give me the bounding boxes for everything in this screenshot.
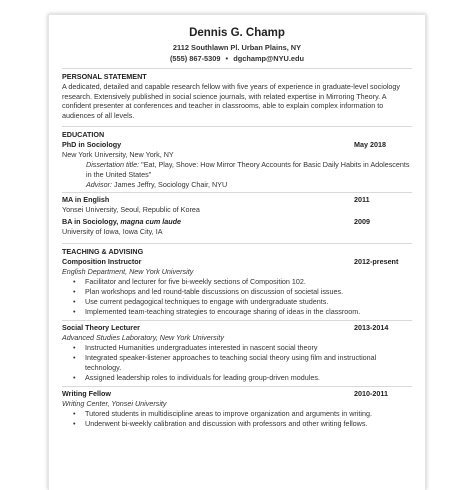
section-heading-education: EDUCATION (62, 129, 105, 139)
section-heading-teaching: TEACHING & ADVISING (62, 246, 144, 256)
degree-ba (62, 217, 181, 227)
job-writing-fellow (62, 389, 412, 429)
dissertation-line (62, 160, 412, 180)
resume-email: dgchamp@NYU.edu (233, 53, 305, 63)
date-ma: 2011 (354, 194, 370, 204)
list-item: • Instructed Humanities undergraduates interested in nascent social theory (73, 343, 412, 353)
job-date: 2010-2011 (354, 388, 388, 398)
list-item: • Integrated speaker-listener approaches to teaching social theory using film and instructional technology. (73, 353, 412, 373)
school-ma: Yonsei University, Seoul, Republic of Korea (62, 204, 200, 214)
resume-phone: (555) 867-5309 (169, 53, 221, 63)
job-org: English Department, New York University (62, 266, 194, 276)
job-title-row (62, 257, 412, 267)
education-ma-row (62, 195, 412, 205)
job-org: Advanced Studies Laboratory, New York University (62, 332, 224, 342)
advisor-line (62, 180, 412, 190)
job-title-row (62, 323, 412, 333)
job-title: Writing Fellow (62, 388, 111, 398)
date-phd: May 2018 (354, 139, 386, 149)
job-title: Composition Instructor (62, 256, 142, 266)
job-org: Writing Center, Yonsei University (62, 398, 167, 408)
job-social-theory-lecturer (62, 323, 412, 383)
job-bullets (62, 409, 412, 429)
separator-dot: • (225, 53, 229, 63)
header-rule (62, 68, 412, 69)
dissertation-label: Dissertation title: (86, 159, 140, 169)
resume-document (62, 26, 412, 429)
job-title: Social Theory Lecturer (62, 322, 140, 332)
advisor-label: Advisor: (86, 179, 112, 189)
resume-address: 2112 Southlawn Pl. Urban Plains, NY (172, 43, 302, 52)
date-ba: 2009 (354, 216, 370, 226)
degree-phd: PhD in Sociology (62, 139, 122, 149)
job-bullets (62, 343, 412, 383)
degree-ma: MA in English (62, 194, 110, 204)
advisor-name: James Jeffry, Sociology Chair, NYU (113, 179, 228, 189)
statement-rule (62, 126, 412, 127)
list-item: • Underwent bi-weekly calibration and discussion with professors and other writing fellows. (73, 419, 412, 429)
list-item: • Assigned leadership roles to individuals for leading group-driven modules. (73, 373, 412, 383)
list-item: • Implemented team-teaching strategies to encourage sharing of ideas in the classroom. (73, 307, 412, 317)
personal-statement-text: A dedicated, detailed and capable research fellow with five years of experience in graduate-level sociology research. Extensively published in social science journals, with related expertise in Mirroring Theory. A confident presenter at conferences and teacher in classrooms, able to explain complex information to audiences of all levels. (62, 82, 401, 121)
degree-ba-honors: magna cum laude (120, 216, 182, 226)
job-composition-instructor (62, 257, 412, 317)
job-date: 2013-2014 (354, 322, 389, 332)
section-heading-statement: PERSONAL STATEMENT (62, 72, 147, 81)
list-item: • Facilitator and lecturer for five bi-weekly sections of Composition 102. (73, 277, 412, 287)
education-phd-row (62, 140, 412, 150)
dissertation-title: "Eat, Play, Shove: How Mirror Theory Accounts for Basic Daily Habits in Adolescents in the United States" (86, 159, 410, 179)
job-date: 2012-present (354, 256, 399, 266)
school-phd: New York University, New York, NY (62, 149, 174, 159)
resume-name: Dennis G. Champ (189, 27, 285, 39)
resume-contact-line (62, 54, 412, 65)
job-title-row (62, 389, 412, 399)
job-bullets (62, 277, 412, 317)
education-ba-row (62, 217, 412, 227)
list-item: • Tutored students in multidiscipline areas to improve organization and arguments in writing. (73, 409, 412, 419)
list-item: • Use current pedagogical techniques to engage with undergraduate students. (73, 297, 412, 307)
degree-ba-name: BA in Sociology, (62, 216, 119, 226)
school-ba: University of Iowa, Iowa City, IA (62, 226, 163, 236)
education-rule (62, 243, 412, 244)
list-item: • Plan workshops and led round-table discussions on discussion of societal issues. (73, 287, 412, 297)
